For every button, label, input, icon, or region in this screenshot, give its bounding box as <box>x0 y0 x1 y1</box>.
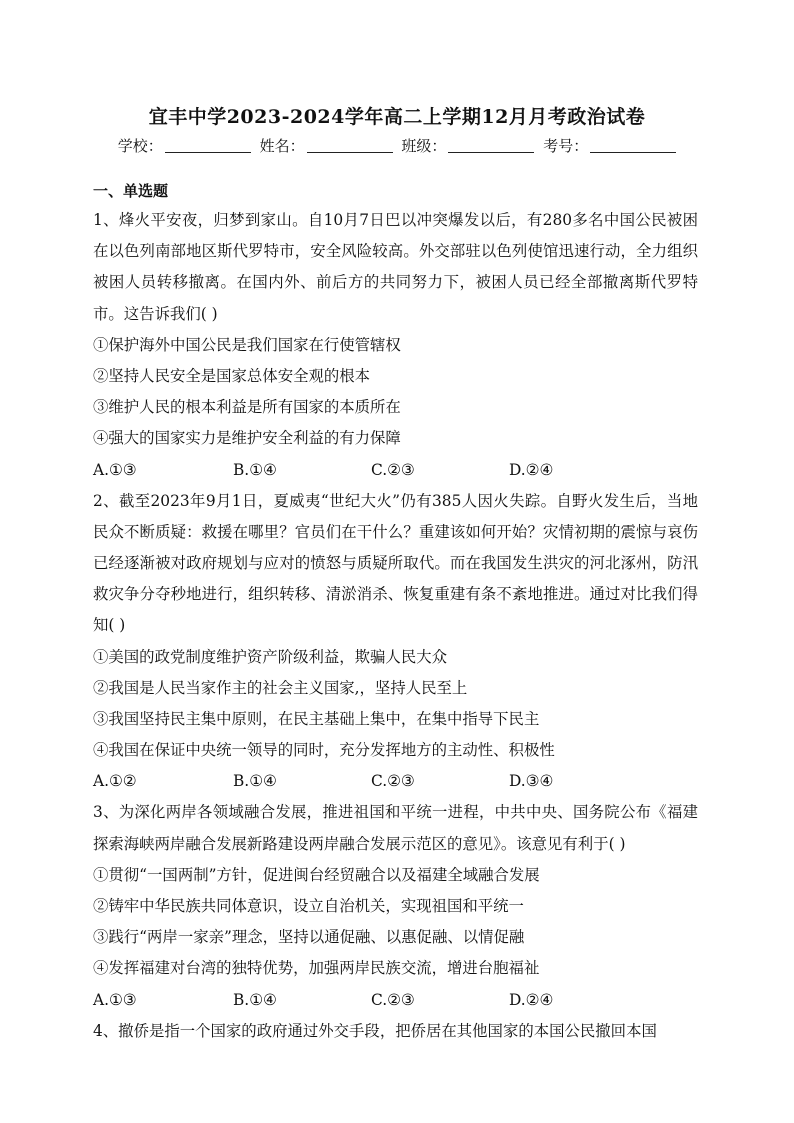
school-blank[interactable] <box>165 138 251 153</box>
option-d[interactable]: D.②④ <box>509 460 554 479</box>
statement-2: ②坚持人民安全是国家总体安全观的根本 <box>93 367 371 386</box>
option-b[interactable]: B.①④ <box>233 460 277 479</box>
statement-4: ④发挥福建对台湾的独特优势，加强两岸民族交流，增进台胞福祉 <box>93 959 540 978</box>
class-blank[interactable] <box>448 138 534 153</box>
answer-options <box>93 455 698 486</box>
statement-3: ③我国坚持民主集中原则，在民主基础上集中，在集中指导下民主 <box>93 710 540 729</box>
statement-3: ③践行“两岸一家亲”理念，坚持以通促融、以惠促融、以情促融 <box>93 928 525 947</box>
exam-number-blank[interactable] <box>590 138 676 153</box>
school-label: 学校： <box>117 137 163 155</box>
statement-1: ①贯彻“一国两制”方针，促进闽台经贸融合以及福建全域融合发展 <box>93 865 540 884</box>
option-a[interactable]: A.①③ <box>93 990 137 1009</box>
statement-4: ④我国在保证中央统一领导的同时，充分发挥地方的主动性、积极性 <box>93 741 555 760</box>
statement-4: ④强大的国家实力是维护安全利益的有力保障 <box>93 429 401 448</box>
statement-2: ②铸牢中华民族共同体意识，设立自治机关，实现祖国和平统一 <box>93 897 524 916</box>
option-d[interactable]: D.③④ <box>509 772 554 791</box>
section-heading: 一、单选题 <box>93 182 169 200</box>
questions-area <box>93 205 698 1047</box>
statement-3: ③维护人民的根本利益是所有国家的本质所在 <box>93 398 401 417</box>
answer-options <box>93 766 698 797</box>
page-title: 宜丰中学2023-2024学年高二上学期12月月考政治试卷 <box>148 106 646 128</box>
option-a[interactable]: A.①③ <box>93 460 137 479</box>
option-a[interactable]: A.①② <box>93 772 137 791</box>
answer-options <box>93 985 698 1016</box>
question-stem: 4、撤侨是指一个国家的政府通过外交手段，把侨居在其他国家的本国公民撤回本国 <box>93 1021 657 1040</box>
name-blank[interactable] <box>307 138 393 153</box>
option-c[interactable]: C.②③ <box>371 460 415 479</box>
option-d[interactable]: D.②④ <box>509 990 554 1009</box>
statement-1: ①美国的政党制度维护资产阶级利益，欺骗人民大众 <box>93 647 447 666</box>
option-c[interactable]: C.②③ <box>371 990 415 1009</box>
exam-number-label: 考号： <box>543 137 589 155</box>
question-stem: 3、为深化两岸各领域融合发展，推进祖国和平统一进程，中共中央、国务院公布《福建探索海峡两岸融合发展新路建设两岸融合发展示范区的意见》。该意见有利于( ) <box>93 803 698 853</box>
question-4 <box>93 1016 698 1047</box>
option-c[interactable]: C.②③ <box>371 772 415 791</box>
statement-2: ②我国是人民当家作主的社会主义国家,，坚持人民至上 <box>93 678 468 697</box>
student-info-line <box>0 135 794 156</box>
question-stem: 2、截至2023年9月1日，夏威夷“世纪大火”仍有385人因火失踪。自野火发生后，当地民众不断质疑：救援在哪里？官员们在干什么？重建该如何开始？灾情初期的震惊与哀伤已经逐渐被对政府规划与应对的愤怒与质疑所取代。而在我国发生洪灾的河北涿州，防汛救灾争分夺秒地进行，组织转移、清淤消杀、恢复重建有条不紊地推进。通过对比我们得知( ) <box>93 491 698 635</box>
question-1 <box>93 205 698 486</box>
name-label: 姓名： <box>259 137 305 155</box>
question-2 <box>93 486 698 798</box>
question-3 <box>93 797 698 1015</box>
option-b[interactable]: B.①④ <box>233 772 277 791</box>
question-stem: 1、烽火平安夜，归梦到家山。自10月7日巴以冲突爆发以后，有280多名中国公民被困在以色列南部地区斯代罗特市，安全风险较高。外交部驻以色列使馆迅速行动，全力组织被困人员转移撤离。在国内外、前后方的共同努力下，被困人员已经全部撤离斯代罗特市。这告诉我们( ) <box>93 211 698 323</box>
class-label: 班级： <box>401 137 447 155</box>
statement-1: ①保护海外中国公民是我们国家在行使管辖权 <box>93 335 401 354</box>
option-b[interactable]: B.①④ <box>233 990 277 1009</box>
